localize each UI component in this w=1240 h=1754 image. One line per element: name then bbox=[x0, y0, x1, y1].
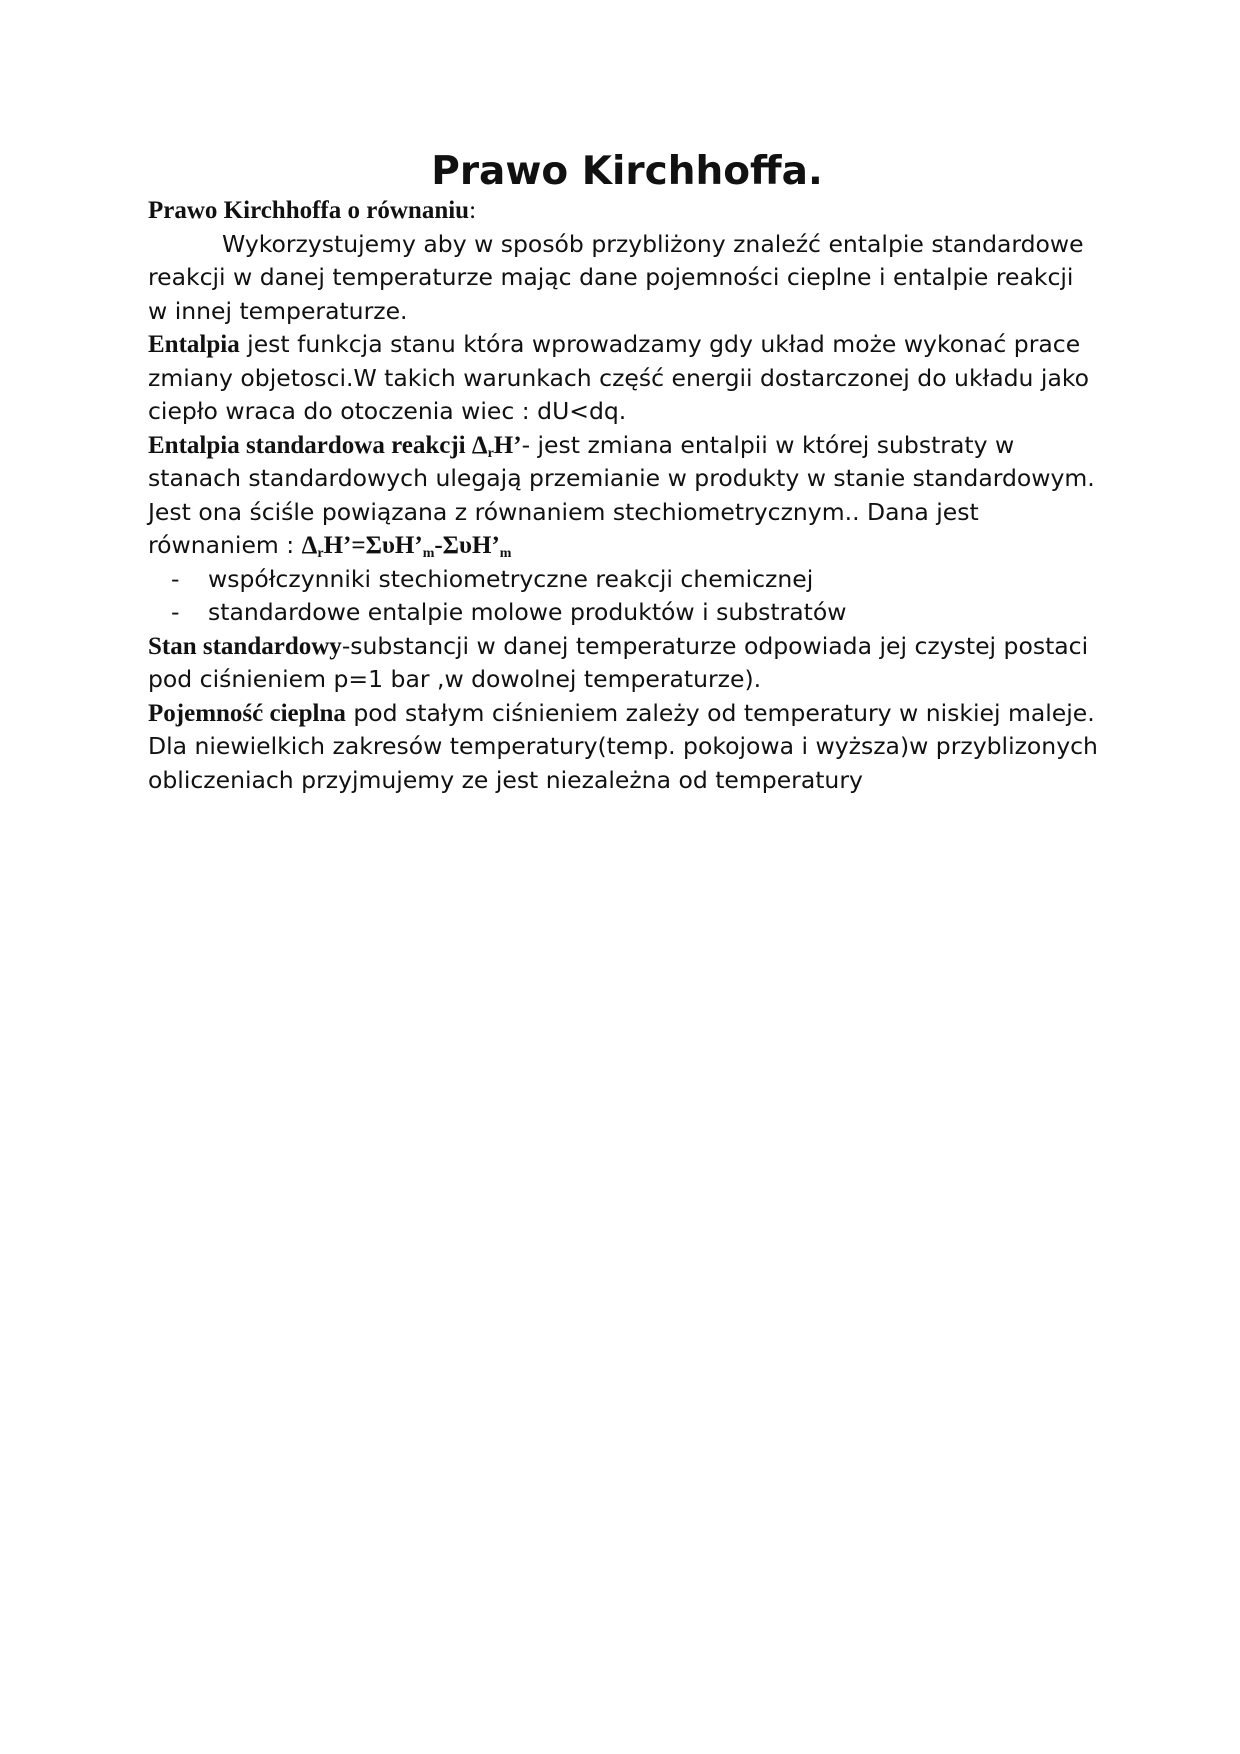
entalpia-paragraph bbox=[148, 328, 1098, 429]
pojemnosc-text: pod stałym ciśnieniem zależy od temperatury w niskiej maleje. Dla niewielkich zakresów temperatury(temp. pokojowa i wyższa)w przyblizonych obliczeniach przyjmujemy ze jest niezależna od temperatury bbox=[148, 698, 1098, 794]
document-title: Prawo Kirchhoffa. bbox=[431, 149, 823, 194]
stan-standardowy-paragraph bbox=[148, 630, 1098, 697]
list-item bbox=[148, 563, 1098, 597]
pojemnosc-paragraph bbox=[148, 697, 1098, 798]
section-heading-colon: : bbox=[469, 197, 477, 224]
stan-standardowy-term: Stan standardowy bbox=[148, 632, 342, 660]
stan-standardowy-text: -substancji w danej temperaturze odpowiada jej czystej postaci pod ciśnieniem p=1 bar ,w dowolnej temperaturze). bbox=[148, 631, 1089, 693]
intro-paragraph: Wykorzystujemy aby w sposób przybliżony znaleźć entalpie standardowe reakcji w danej temperaturze mając dane pojemności cieplne i entalpie reakcji w innej temperaturze. bbox=[148, 229, 1084, 325]
list-dash: - bbox=[171, 598, 180, 626]
document-content bbox=[148, 146, 1098, 797]
entalpia-standardowa-paragraph bbox=[148, 429, 1098, 563]
enthalpy-formula: $\Delta_rH’=\Sigma\upsilon H’_m-\Sigma\upsilon H’_m$ bbox=[301, 532, 512, 561]
pojemnosc-term: Pojemność cieplna bbox=[148, 699, 346, 727]
list-item-text: współczynniki stechiometryczne reakcji chemicznej bbox=[208, 564, 814, 593]
delta-symbol: $\Delta_rH$’ bbox=[471, 431, 522, 461]
entalpia-standardowa-text: - jest zmiana entalpii w której substraty w stanach standardowych ulegają przemianie w produkty w stanie standardowym. Jest ona ściśle powiązana z równaniem stechiometrycznym.. Dana jest równaniem : bbox=[148, 430, 1095, 559]
entalpia-text: jest funkcja stanu która wprowadzamy gdy układ może wykonać prace zmiany objetosci.W takich warunkach część energii dostarczonej do układu jako ciepło wraca do otoczenia wiec : dU<dq. bbox=[148, 330, 1089, 425]
section-heading-text: Prawo Kirchhoffa o równaniu bbox=[148, 197, 470, 224]
section-heading bbox=[148, 194, 1098, 228]
list-dash: - bbox=[171, 564, 180, 593]
definition-list bbox=[148, 563, 1098, 630]
list-item-text: standardowe entalpie molowe produktów i substratów bbox=[208, 598, 847, 626]
list-item bbox=[148, 596, 1098, 630]
entalpia-term: Entalpia bbox=[148, 331, 240, 358]
entalpia-standardowa-term: Entalpia standardowa reakcji bbox=[148, 431, 472, 459]
